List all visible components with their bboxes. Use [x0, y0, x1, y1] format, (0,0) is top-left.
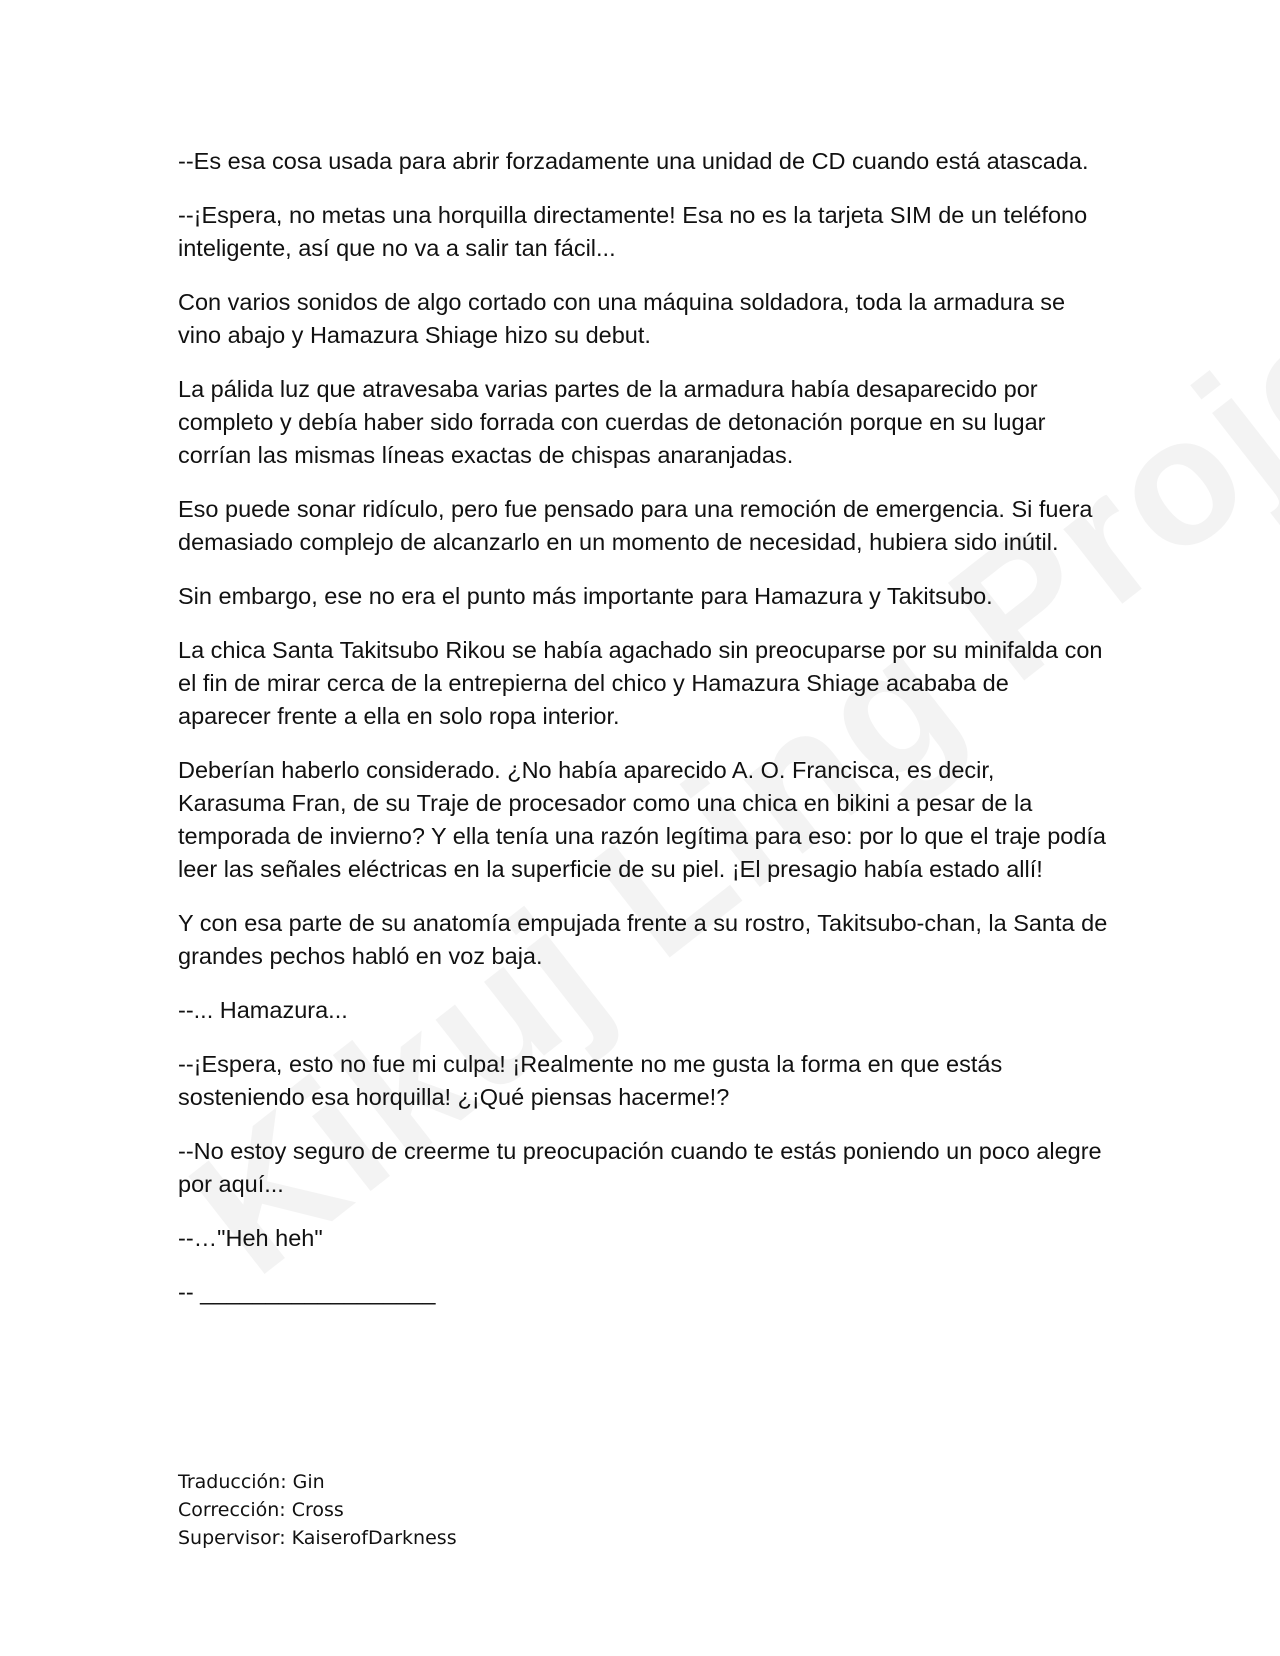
paragraph: -- __________________ — [178, 1279, 436, 1305]
credit-translation: Traducción: Gin — [178, 1471, 325, 1493]
paragraph: La pálida luz que atravesaba varias partes de la armadura había desaparecido por completo y debía haber sido forrada con cuerdas de detonación porque en su lugar corrían las mismas líneas exactas de chispas anaranjadas. — [178, 376, 1046, 468]
paragraph: --…"Heh heh" — [178, 1225, 323, 1251]
credit-correction: Corrección: Cross — [178, 1499, 344, 1521]
paragraph: Deberían haberlo considerado. ¿No había aparecido A. O. Francisca, es decir, Karasuma Fran, de su Traje de procesador como una chica en bikini a pesar de la temporada de invierno? Y ella tenía una razón legítima para eso: por lo que el traje podía leer las señales eléctricas en la superficie de su piel. ¡El presagio había estado allí! — [178, 757, 1106, 882]
body-text — [178, 145, 1108, 1330]
paragraph: --¡Espera, esto no fue mi culpa! ¡Realmente no me gusta la forma en que estás sosteniendo esa horquilla! ¿¡Qué piensas hacerme!? — [178, 1051, 1003, 1110]
credit-supervisor: Supervisor: KaiserofDarkness — [178, 1527, 457, 1549]
paragraph: Con varios sonidos de algo cortado con una máquina soldadora, toda la armadura se vino abajo y Hamazura Shiage hizo su debut. — [178, 289, 1066, 348]
paragraph: --No estoy seguro de creerme tu preocupación cuando te estás poniendo un poco alegre por aquí... — [178, 1138, 1102, 1197]
paragraph: --... Hamazura... — [178, 997, 348, 1023]
credits-block — [178, 1468, 457, 1552]
paragraph: --Es esa cosa usada para abrir forzadamente una unidad de CD cuando está atascada. — [178, 148, 1089, 174]
paragraph: La chica Santa Takitsubo Rikou se había agachado sin preocuparse por su minifalda con el fin de mirar cerca de la entrepierna del chico y Hamazura Shiage acababa de aparecer frente a ella en solo ropa interior. — [178, 637, 1103, 729]
paragraph: --¡Espera, no metas una horquilla directamente! Esa no es la tarjeta SIM de un teléfono inteligente, así que no va a salir tan fácil... — [178, 202, 1088, 261]
paragraph: Eso puede sonar ridículo, pero fue pensado para una remoción de emergencia. Si fuera demasiado complejo de alcanzarlo en un momento de necesidad, hubiera sido inútil. — [178, 496, 1093, 555]
paragraph: Y con esa parte de su anatomía empujada frente a su rostro, Takitsubo-chan, la Santa de grandes pechos habló en voz baja. — [178, 910, 1108, 969]
paragraph: Sin embargo, ese no era el punto más importante para Hamazura y Takitsubo. — [178, 583, 993, 609]
